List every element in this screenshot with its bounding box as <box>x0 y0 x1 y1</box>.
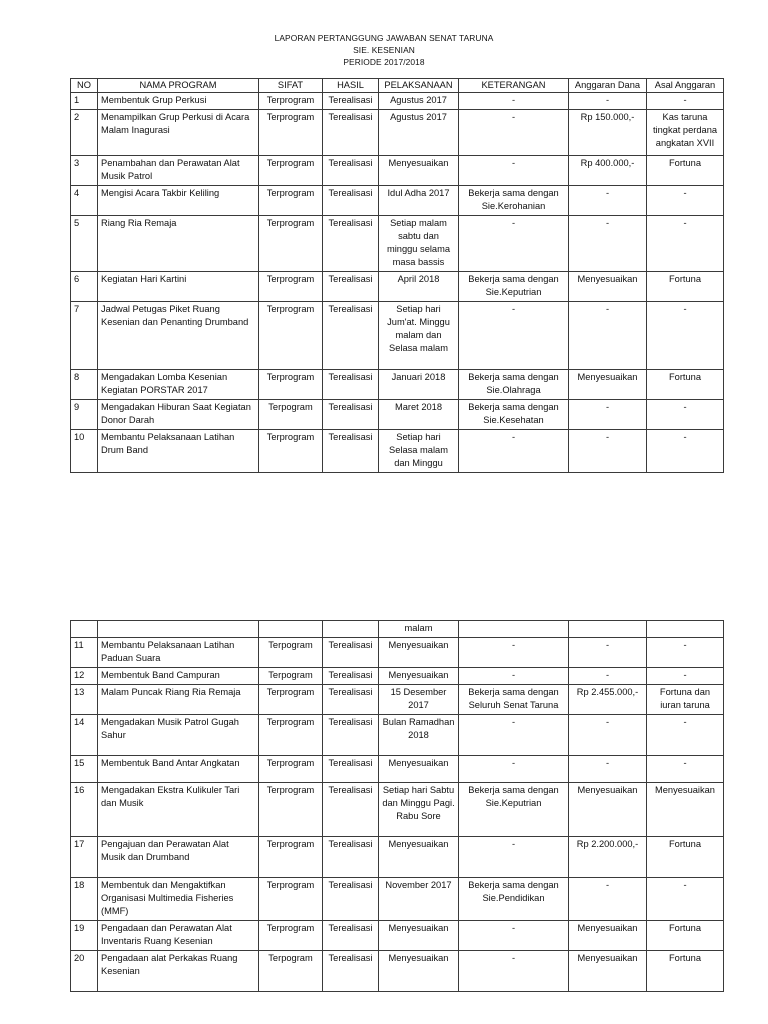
cell-pelaksanaan: Menyesuaikan <box>379 921 459 951</box>
cell-asal <box>647 621 724 638</box>
cell-program: Pengadaan dan Perawatan Alat Inventaris Ruang Kesenian <box>98 921 259 951</box>
cell-hasil: Terealisasi <box>323 783 379 837</box>
cell-no: 2 <box>71 110 98 156</box>
report-period: PERIODE 2017/2018 <box>343 57 425 67</box>
cell-keterangan: - <box>459 921 569 951</box>
cell-sifat: Terprogram <box>259 93 323 110</box>
cell-anggaran: - <box>569 302 647 370</box>
cell-hasil: Terealisasi <box>323 685 379 715</box>
table-row <box>71 621 724 638</box>
cell-program: Penambahan dan Perawatan Alat Musik Patrol <box>98 156 259 186</box>
table-row <box>71 638 724 668</box>
cell-hasil: Terealisasi <box>323 668 379 685</box>
cell-no: 10 <box>71 430 98 473</box>
cell-program: Membantu Pelaksanaan Latihan Drum Band <box>98 430 259 473</box>
cell-anggaran: Menyesuaikan <box>569 921 647 951</box>
report-title: LAPORAN PERTANGGUNG JAWABAN SENAT TARUNA <box>274 33 494 43</box>
cell-program: Menampilkan Grup Perkusi di Acara Malam Inagurasi <box>98 110 259 156</box>
cell-sifat: Terprogram <box>259 430 323 473</box>
cell-sifat: Terprogram <box>259 272 323 302</box>
cell-keterangan: Bekerja sama dengan Seluruh Senat Taruna <box>459 685 569 715</box>
table-row <box>71 430 724 473</box>
cell-keterangan: Bekerja sama dengan Sie.Keputrian <box>459 272 569 302</box>
cell-sifat: Terprogram <box>259 715 323 756</box>
cell-pelaksanaan: Bulan Ramadhan 2018 <box>379 715 459 756</box>
table-row <box>71 302 724 370</box>
program-table-page-1 <box>70 78 724 473</box>
cell-program: Mengadakan Hiburan Saat Kegiatan Donor Darah <box>98 400 259 430</box>
column-header-anggaran: Anggaran Dana <box>569 79 647 93</box>
cell-keterangan: - <box>459 715 569 756</box>
cell-pelaksanaan: Januari 2018 <box>379 370 459 400</box>
cell-program: Membentuk Grup Perkusi <box>98 93 259 110</box>
table-row <box>71 837 724 878</box>
cell-hasil: Terealisasi <box>323 216 379 272</box>
cell-asal: Fortuna <box>647 156 724 186</box>
cell-anggaran: - <box>569 638 647 668</box>
cell-no: 15 <box>71 756 98 783</box>
cell-anggaran: - <box>569 400 647 430</box>
cell-hasil: Terealisasi <box>323 110 379 156</box>
cell-anggaran: Menyesuaikan <box>569 370 647 400</box>
cell-sifat: Terpogram <box>259 400 323 430</box>
cell-sifat: Terprogram <box>259 685 323 715</box>
cell-sifat: Terprogram <box>259 370 323 400</box>
cell-hasil: Terealisasi <box>323 272 379 302</box>
cell-sifat: Terprogram <box>259 837 323 878</box>
table-row <box>71 685 724 715</box>
cell-program: Jadwal Petugas Piket Ruang Kesenian dan Penanting Drumband <box>98 302 259 370</box>
cell-program <box>98 621 259 638</box>
cell-program: Kegiatan Hari Kartini <box>98 272 259 302</box>
cell-hasil: Terealisasi <box>323 186 379 216</box>
cell-asal: Fortuna <box>647 272 724 302</box>
cell-anggaran <box>569 621 647 638</box>
cell-anggaran: - <box>569 756 647 783</box>
table-row <box>71 93 724 110</box>
cell-no: 20 <box>71 951 98 992</box>
cell-hasil: Terealisasi <box>323 430 379 473</box>
cell-asal: - <box>647 668 724 685</box>
cell-sifat: Terprogram <box>259 110 323 156</box>
cell-asal: Fortuna <box>647 921 724 951</box>
cell-asal: Fortuna dan iuran taruna <box>647 685 724 715</box>
cell-asal: Fortuna <box>647 951 724 992</box>
cell-keterangan: - <box>459 668 569 685</box>
cell-asal: - <box>647 216 724 272</box>
cell-anggaran: - <box>569 93 647 110</box>
cell-asal: - <box>647 186 724 216</box>
column-header-asal: Asal Anggaran <box>647 79 724 93</box>
cell-hasil: Terealisasi <box>323 638 379 668</box>
cell-keterangan: - <box>459 216 569 272</box>
cell-anggaran: Rp 400.000,- <box>569 156 647 186</box>
table-row <box>71 756 724 783</box>
cell-pelaksanaan: Idul Adha 2017 <box>379 186 459 216</box>
cell-no: 16 <box>71 783 98 837</box>
cell-anggaran: Menyesuaikan <box>569 272 647 302</box>
cell-pelaksanaan: 15 Desember 2017 <box>379 685 459 715</box>
cell-sifat: Terpogram <box>259 668 323 685</box>
cell-program: Membentuk Band Campuran <box>98 668 259 685</box>
cell-keterangan: - <box>459 951 569 992</box>
cell-hasil: Terealisasi <box>323 951 379 992</box>
cell-hasil: Terealisasi <box>323 156 379 186</box>
column-header-sifat: SIFAT <box>259 79 323 93</box>
cell-sifat: Terprogram <box>259 783 323 837</box>
cell-program: Mengadakan Lomba Kesenian Kegiatan PORSTAR 2017 <box>98 370 259 400</box>
cell-keterangan: Bekerja sama dengan Sie.Pendidikan <box>459 878 569 921</box>
cell-no: 4 <box>71 186 98 216</box>
cell-anggaran: Rp 2.455.000,- <box>569 685 647 715</box>
cell-sifat: Terprogram <box>259 216 323 272</box>
cell-keterangan: - <box>459 430 569 473</box>
cell-keterangan: - <box>459 756 569 783</box>
cell-pelaksanaan: Menyesuaikan <box>379 837 459 878</box>
cell-anggaran: - <box>569 216 647 272</box>
column-header-pelaksanaan: PELAKSANAAN <box>379 79 459 93</box>
column-header-no: NO <box>71 79 98 93</box>
cell-hasil: Terealisasi <box>323 921 379 951</box>
cell-hasil: Terealisasi <box>323 370 379 400</box>
column-header-hasil: HASIL <box>323 79 379 93</box>
cell-asal: - <box>647 715 724 756</box>
cell-pelaksanaan: November 2017 <box>379 878 459 921</box>
cell-sifat: Terprogram <box>259 186 323 216</box>
table-row <box>71 951 724 992</box>
cell-asal: - <box>647 878 724 921</box>
table-row <box>71 783 724 837</box>
cell-sifat: Terpogram <box>259 638 323 668</box>
cell-program: Membentuk dan Mengaktifkan Organisasi Multimedia Fisheries (MMF) <box>98 878 259 921</box>
table-row <box>71 110 724 156</box>
cell-keterangan: - <box>459 837 569 878</box>
cell-anggaran: - <box>569 430 647 473</box>
cell-pelaksanaan: malam <box>379 621 459 638</box>
cell-asal: - <box>647 93 724 110</box>
cell-hasil: Terealisasi <box>323 400 379 430</box>
cell-anggaran: Menyesuaikan <box>569 951 647 992</box>
cell-program: Malam Puncak Riang Ria Remaja <box>98 685 259 715</box>
cell-pelaksanaan: Agustus 2017 <box>379 93 459 110</box>
cell-no: 18 <box>71 878 98 921</box>
cell-keterangan: Bekerja sama dengan Sie.Keputrian <box>459 783 569 837</box>
cell-asal: Fortuna <box>647 370 724 400</box>
cell-pelaksanaan: Menyesuaikan <box>379 756 459 783</box>
cell-asal: - <box>647 400 724 430</box>
cell-anggaran: - <box>569 878 647 921</box>
report-header <box>0 32 768 68</box>
cell-asal: Menyesuaikan <box>647 783 724 837</box>
cell-no: 17 <box>71 837 98 878</box>
cell-hasil: Terealisasi <box>323 93 379 110</box>
cell-no: 11 <box>71 638 98 668</box>
cell-pelaksanaan: Menyesuaikan <box>379 638 459 668</box>
cell-pelaksanaan: Setiap hari Jum'at. Minggu malam dan Selasa malam <box>379 302 459 370</box>
cell-hasil: Terealisasi <box>323 878 379 921</box>
cell-pelaksanaan: Setiap hari Sabtu dan Minggu Pagi. Rabu Sore <box>379 783 459 837</box>
cell-no: 5 <box>71 216 98 272</box>
cell-asal: Kas taruna tingkat perdana angkatan XVII <box>647 110 724 156</box>
column-header-keterangan: KETERANGAN <box>459 79 569 93</box>
cell-asal: - <box>647 302 724 370</box>
cell-keterangan: - <box>459 93 569 110</box>
cell-hasil: Terealisasi <box>323 837 379 878</box>
cell-hasil: Terealisasi <box>323 756 379 783</box>
cell-pelaksanaan: April 2018 <box>379 272 459 302</box>
cell-keterangan: Bekerja sama dengan Sie.Kerohanian <box>459 186 569 216</box>
cell-no: 19 <box>71 921 98 951</box>
table-row <box>71 878 724 921</box>
cell-program: Riang Ria Remaja <box>98 216 259 272</box>
cell-asal: - <box>647 756 724 783</box>
cell-pelaksanaan: Menyesuaikan <box>379 668 459 685</box>
cell-pelaksanaan: Setiap malam sabtu dan minggu selama masa bassis <box>379 216 459 272</box>
cell-keterangan: - <box>459 302 569 370</box>
cell-keterangan: - <box>459 156 569 186</box>
cell-no: 1 <box>71 93 98 110</box>
table-row <box>71 715 724 756</box>
cell-no: 3 <box>71 156 98 186</box>
table-row <box>71 186 724 216</box>
table-row <box>71 370 724 400</box>
cell-pelaksanaan: Menyesuaikan <box>379 156 459 186</box>
cell-keterangan: Bekerja sama dengan Sie.Kesehatan <box>459 400 569 430</box>
report-section: SIE. KESENIAN <box>353 45 415 55</box>
cell-hasil <box>323 621 379 638</box>
cell-no: 12 <box>71 668 98 685</box>
cell-anggaran: - <box>569 715 647 756</box>
column-header-program: NAMA PROGRAM <box>98 79 259 93</box>
cell-no: 7 <box>71 302 98 370</box>
cell-keterangan: - <box>459 110 569 156</box>
cell-pelaksanaan: Menyesuaikan <box>379 951 459 992</box>
cell-keterangan: - <box>459 638 569 668</box>
table-row <box>71 921 724 951</box>
table-row <box>71 272 724 302</box>
cell-no: 8 <box>71 370 98 400</box>
cell-anggaran: Menyesuaikan <box>569 783 647 837</box>
cell-keterangan: Bekerja sama dengan Sie.Olahraga <box>459 370 569 400</box>
cell-sifat: Terprogram <box>259 302 323 370</box>
table-row <box>71 216 724 272</box>
cell-no: 13 <box>71 685 98 715</box>
cell-program: Pengadaan alat Perkakas Ruang Kesenian <box>98 951 259 992</box>
cell-asal: - <box>647 638 724 668</box>
cell-anggaran: Rp 2.200.000,- <box>569 837 647 878</box>
cell-keterangan <box>459 621 569 638</box>
cell-pelaksanaan: Agustus 2017 <box>379 110 459 156</box>
table-header-row <box>71 79 724 93</box>
cell-pelaksanaan: Maret 2018 <box>379 400 459 430</box>
cell-no: 6 <box>71 272 98 302</box>
cell-sifat <box>259 621 323 638</box>
cell-program: Membentuk Band Antar Angkatan <box>98 756 259 783</box>
cell-program: Mengisi Acara Takbir Keliling <box>98 186 259 216</box>
cell-sifat: Terpogram <box>259 951 323 992</box>
cell-asal: - <box>647 430 724 473</box>
cell-no: 14 <box>71 715 98 756</box>
cell-program: Mengadakan Ekstra Kulikuler Tari dan Musik <box>98 783 259 837</box>
cell-anggaran: Rp 150.000,- <box>569 110 647 156</box>
cell-program: Membantu Pelaksanaan Latihan Paduan Suara <box>98 638 259 668</box>
cell-program: Mengadakan Musik Patrol Gugah Sahur <box>98 715 259 756</box>
cell-sifat: Terprogram <box>259 921 323 951</box>
cell-asal: Fortuna <box>647 837 724 878</box>
cell-sifat: Terprogram <box>259 156 323 186</box>
cell-sifat: Terprogram <box>259 878 323 921</box>
table-row <box>71 156 724 186</box>
cell-sifat: Terprogram <box>259 756 323 783</box>
table-row <box>71 400 724 430</box>
cell-hasil: Terealisasi <box>323 302 379 370</box>
cell-anggaran: - <box>569 668 647 685</box>
cell-no <box>71 621 98 638</box>
table-row <box>71 668 724 685</box>
cell-no: 9 <box>71 400 98 430</box>
cell-hasil: Terealisasi <box>323 715 379 756</box>
cell-program: Pengajuan dan Perawatan Alat Musik dan Drumband <box>98 837 259 878</box>
program-table-page-2 <box>70 620 724 992</box>
cell-pelaksanaan: Setiap hari Selasa malam dan Minggu <box>379 430 459 473</box>
cell-anggaran: - <box>569 186 647 216</box>
